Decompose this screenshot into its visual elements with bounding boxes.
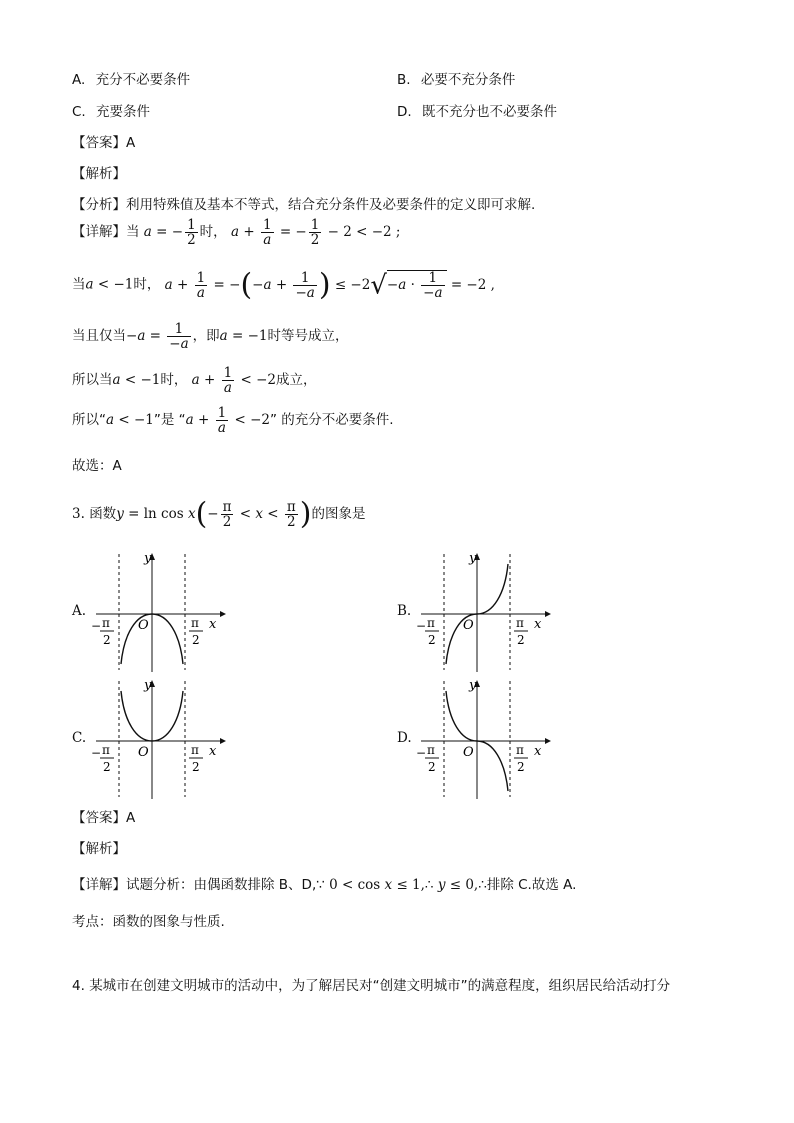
q3-detail — [72, 873, 576, 893]
minus-sign: − — [416, 619, 427, 633]
axis-y-label: y — [469, 678, 477, 693]
neg-two: 2 — [103, 633, 111, 647]
option-b — [397, 68, 515, 88]
axis-y-label: y — [469, 551, 477, 566]
answer-tag: 【答案】 — [72, 810, 126, 826]
q3-detail-a: 试题分析：由偶函数排除 B、D,∵ — [126, 877, 325, 893]
math-expression: a + $\frac{1}{a}$ < −2 — [191, 365, 277, 397]
math-expression: a + $\frac{1}{a}$ = − $\frac{1}{2}$ − 2 < −2 ; — [230, 217, 401, 249]
q3-option-a-label: A. — [72, 603, 87, 619]
q2-analysis-tag: 【解析】 — [72, 166, 126, 182]
pos-pi: π — [516, 616, 524, 630]
fenxi-tag: 【分析】 — [72, 197, 126, 213]
axis-x-label: x — [209, 744, 217, 759]
pos-pi: π — [191, 616, 199, 630]
detail-line-1 — [72, 218, 400, 247]
math-expression: a < −1 — [85, 276, 134, 293]
detail-text: ，即 — [192, 328, 220, 345]
q3-kaodian: 考点：函数的图象与性质. — [72, 914, 225, 930]
xiangjie-tag: 【详解】 — [72, 877, 126, 893]
graph-option-a — [88, 548, 228, 673]
origin-label: O — [138, 618, 149, 633]
option-c — [72, 100, 150, 120]
q3-number: 3. — [72, 506, 85, 523]
option-d — [397, 100, 557, 120]
neg-two: 2 — [428, 633, 436, 647]
q2-final: 故选：A — [72, 458, 122, 474]
math-expression: a = −1 — [219, 328, 268, 345]
neg-pi: π — [427, 616, 435, 630]
q3-option-c-label: C. — [72, 730, 87, 746]
detail-line-2 — [72, 267, 495, 303]
option-c-label: C. — [72, 104, 86, 120]
math-expression: −a = $\frac{1}{-a}$ — [126, 321, 189, 353]
pos-two: 2 — [192, 633, 200, 647]
q4-text: 某城市在创建文明城市的活动中，为了解居民对“创建文明城市”的满意程度，组织居民给活动打分 — [89, 978, 671, 994]
pos-two: 2 — [517, 760, 525, 774]
q2-answer-line — [72, 131, 135, 151]
math-expression: a + $\frac{1}{a}$ = −(−a + $\frac{1}{-a}$ ) ≤ −2√−a · $\frac{1}{-a}$ = −2 , — [164, 267, 495, 303]
neg-two: 2 — [428, 760, 436, 774]
detail-text: ” 的充分不必要条件. — [270, 412, 394, 429]
graph-option-b — [413, 548, 553, 673]
minus-sign: − — [91, 746, 102, 760]
answer-value: A — [126, 135, 136, 151]
detail-text: ”是 “ — [153, 412, 186, 429]
math-expression: a + $\frac{1}{a}$ < −2 — [185, 405, 270, 437]
detail-text: 时等号成立， — [267, 328, 349, 345]
detail-text: 当且仅当 — [72, 328, 126, 345]
pos-pi: π — [516, 743, 524, 757]
origin-label: O — [138, 745, 149, 760]
pos-two: 2 — [517, 633, 525, 647]
option-d-text: 既不充分也不必要条件 — [421, 104, 557, 120]
axis-x-label: x — [209, 617, 217, 632]
q3-stem-suffix: 的图象是 — [311, 506, 366, 523]
detail-text: 当 — [72, 276, 86, 293]
answer-value: A — [126, 810, 136, 826]
option-b-label: B. — [397, 72, 411, 88]
option-a — [72, 68, 190, 88]
neg-pi: π — [102, 743, 110, 757]
q3-stem — [72, 496, 366, 532]
pos-two: 2 — [192, 760, 200, 774]
xiangjie-tag: 【详解】 — [72, 224, 126, 241]
fenxi-text: 利用特殊值及基本不等式，结合充分条件及必要条件的定义即可求解. — [126, 197, 536, 213]
q3-detail-b: 排除 C.故选 A. — [486, 877, 577, 893]
q3-option-b-label: B. — [397, 603, 412, 619]
option-a-label: A. — [72, 72, 86, 88]
option-d-label: D. — [397, 104, 412, 120]
math-expression: a < −1 — [106, 412, 154, 429]
pos-pi: π — [191, 743, 199, 757]
q4-number: 4. — [72, 978, 85, 994]
q3-stem-prefix: 函数 — [89, 506, 117, 523]
axis-y-label: y — [144, 551, 152, 566]
graph-option-c — [88, 675, 228, 800]
q4-stem — [72, 974, 670, 994]
detail-text: 时， — [133, 276, 161, 293]
answer-tag: 【答案】 — [72, 135, 126, 151]
detail-text: 所以“ — [72, 412, 106, 429]
detail-line-5 — [72, 406, 394, 435]
minus-sign: − — [91, 619, 102, 633]
math-expression: y = ln cos x(− $\frac{\pi}{2}$ < x < $\frac{\pi}{2}$ ) — [116, 496, 312, 532]
origin-label: O — [463, 745, 474, 760]
detail-line-4 — [72, 366, 317, 395]
detail-text: 所以当 — [72, 372, 113, 389]
detail-text: 当 — [126, 224, 140, 241]
math-expression: a = − $\frac{1}{2}$ — [143, 217, 196, 249]
q3-option-d-label: D. — [397, 730, 412, 746]
detail-text: 成立， — [276, 372, 317, 389]
axis-x-label: x — [534, 744, 542, 759]
q2-fenxi-line — [72, 193, 535, 213]
detail-text: 时， — [199, 224, 227, 241]
math-expression: 0 < cos x ≤ 1,∴ y ≤ 0,∴ — [329, 877, 487, 893]
axis-y-label: y — [144, 678, 152, 693]
graph-option-d — [413, 675, 553, 800]
minus-sign: − — [416, 746, 427, 760]
option-c-text: 充要条件 — [96, 104, 151, 120]
q3-analysis-tag: 【解析】 — [72, 841, 126, 857]
neg-two: 2 — [103, 760, 111, 774]
axis-x-label: x — [534, 617, 542, 632]
origin-label: O — [463, 618, 474, 633]
math-expression: a < −1 — [112, 372, 161, 389]
option-a-text: 充分不必要条件 — [95, 72, 191, 88]
q3-answer-line — [72, 806, 135, 826]
detail-line-3 — [72, 322, 349, 351]
option-b-text: 必要不充分条件 — [420, 72, 516, 88]
neg-pi: π — [102, 616, 110, 630]
detail-text: 时， — [160, 372, 188, 389]
neg-pi: π — [427, 743, 435, 757]
